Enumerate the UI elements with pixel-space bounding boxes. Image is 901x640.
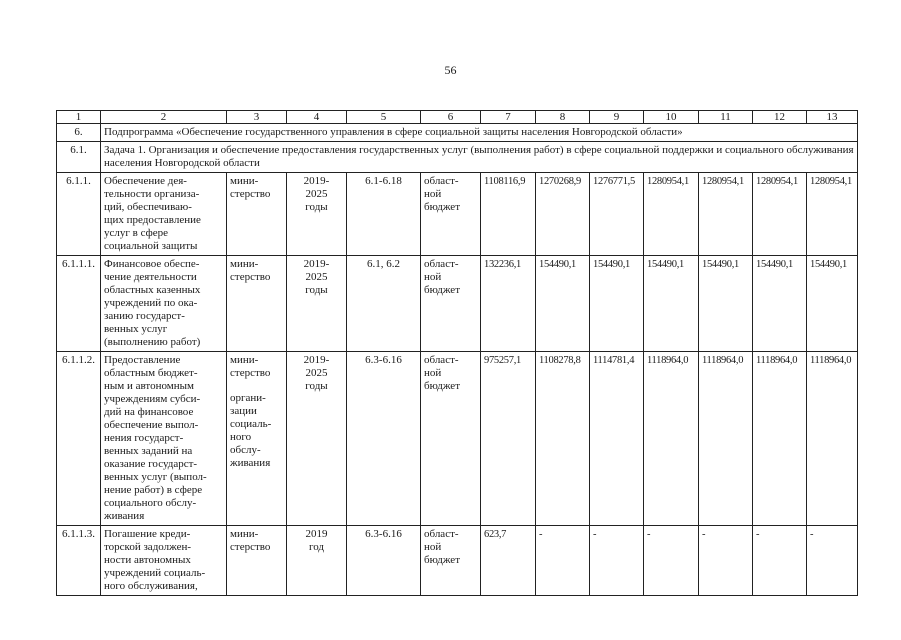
table-row: [57, 526, 858, 596]
amount-cell: 1114781,4: [590, 352, 644, 526]
amount-cell: 1118964,0: [644, 352, 699, 526]
column-number-row: [57, 111, 858, 124]
amount-cell: 154490,1: [536, 256, 590, 352]
amount-cell: -: [753, 526, 807, 596]
funding-source: област- ной бюджет: [421, 352, 481, 526]
page-number: 56: [444, 63, 457, 77]
period: 2019- 2025 годы: [287, 352, 347, 526]
amount-cell: -: [590, 526, 644, 596]
amount-cell: 1270268,9: [536, 173, 590, 256]
task-title: Задача 1. Организация и обеспечение предоставления государственных услуг (выполнения работ) в сфере социальной поддержки и социального обслуживания населения Новгородской области: [101, 142, 858, 173]
amount-cell: 154490,1: [644, 256, 699, 352]
table-row: [57, 352, 858, 526]
column-header: 10: [644, 111, 699, 124]
amount-cell: 1280954,1: [699, 173, 753, 256]
column-header: 8: [536, 111, 590, 124]
target-indicator: 6.1, 6.2: [347, 256, 421, 352]
executor: мини- стерство: [227, 256, 287, 352]
activity-name: Предоставление областным бюджет- ным и автономным учреждениям субси- дий на финансовое обеспечение выпол- нения государст- венных заданий на оказание государст- венных услуг (выпол- нение работ) в сфере социального обслу- живания: [101, 352, 227, 526]
amount-cell: 154490,1: [699, 256, 753, 352]
period: 2019 год: [287, 526, 347, 596]
target-indicator: 6.1-6.18: [347, 173, 421, 256]
column-header: 2: [101, 111, 227, 124]
amount-cell: 132236,1: [481, 256, 536, 352]
funding-source: област- ной бюджет: [421, 173, 481, 256]
table-row: [57, 173, 858, 256]
amount-cell: 154490,1: [807, 256, 858, 352]
amount-cell: 1108278,8: [536, 352, 590, 526]
funding-source: област- ной бюджет: [421, 526, 481, 596]
activity-name: Погашение креди- торской задолжен- ности автономных учреждений социаль- ного обслуживания,: [101, 526, 227, 596]
column-header: 9: [590, 111, 644, 124]
activity-name: Обеспечение дея- тельности организа- ций, обеспечиваю- щих предоставление услуг в сфере социальной защиты: [101, 173, 227, 256]
row-number: 6.1.1.3.: [57, 526, 101, 596]
table-row: [57, 256, 858, 352]
column-header: 7: [481, 111, 536, 124]
target-indicator: 6.3-6.16: [347, 352, 421, 526]
executor: мини- стерство: [227, 173, 287, 256]
executor: мини- стерство: [227, 526, 287, 596]
period: 2019- 2025 годы: [287, 173, 347, 256]
program-table: [56, 110, 858, 596]
executor: мини- стерство органи- зации социаль- ного обслу- живания: [227, 352, 287, 526]
task-row: [57, 142, 858, 173]
subprogram-row: [57, 124, 858, 142]
column-header: 11: [699, 111, 753, 124]
subprogram-number: 6.: [57, 124, 101, 142]
amount-cell: 1280954,1: [753, 173, 807, 256]
amount-cell: 1276771,5: [590, 173, 644, 256]
column-header: 4: [287, 111, 347, 124]
column-header: 5: [347, 111, 421, 124]
column-header: 6: [421, 111, 481, 124]
task-number: 6.1.: [57, 142, 101, 173]
amount-cell: 1108116,9: [481, 173, 536, 256]
amount-cell: -: [644, 526, 699, 596]
amount-cell: 1118964,0: [753, 352, 807, 526]
row-number: 6.1.1.1.: [57, 256, 101, 352]
amount-cell: -: [699, 526, 753, 596]
column-header: 3: [227, 111, 287, 124]
target-indicator: 6.3-6.16: [347, 526, 421, 596]
row-number: 6.1.1.: [57, 173, 101, 256]
period: 2019- 2025 годы: [287, 256, 347, 352]
column-header: 13: [807, 111, 858, 124]
column-header: 1: [57, 111, 101, 124]
amount-cell: -: [807, 526, 858, 596]
row-number: 6.1.1.2.: [57, 352, 101, 526]
amount-cell: 623,7: [481, 526, 536, 596]
subprogram-title: Подпрограмма «Обеспечение государственного управления в сфере социальной защиты населения Новгородской области»: [101, 124, 858, 142]
activity-name: Финансовое обеспе- чение деятельности областных казенных учреждений по ока- занию государст- венных услуг (выполнению работ): [101, 256, 227, 352]
amount-cell: -: [536, 526, 590, 596]
amount-cell: 154490,1: [590, 256, 644, 352]
amount-cell: 1280954,1: [644, 173, 699, 256]
amount-cell: 975257,1: [481, 352, 536, 526]
amount-cell: 1280954,1: [807, 173, 858, 256]
amount-cell: 1118964,0: [807, 352, 858, 526]
column-header: 12: [753, 111, 807, 124]
amount-cell: 154490,1: [753, 256, 807, 352]
funding-source: област- ной бюджет: [421, 256, 481, 352]
amount-cell: 1118964,0: [699, 352, 753, 526]
